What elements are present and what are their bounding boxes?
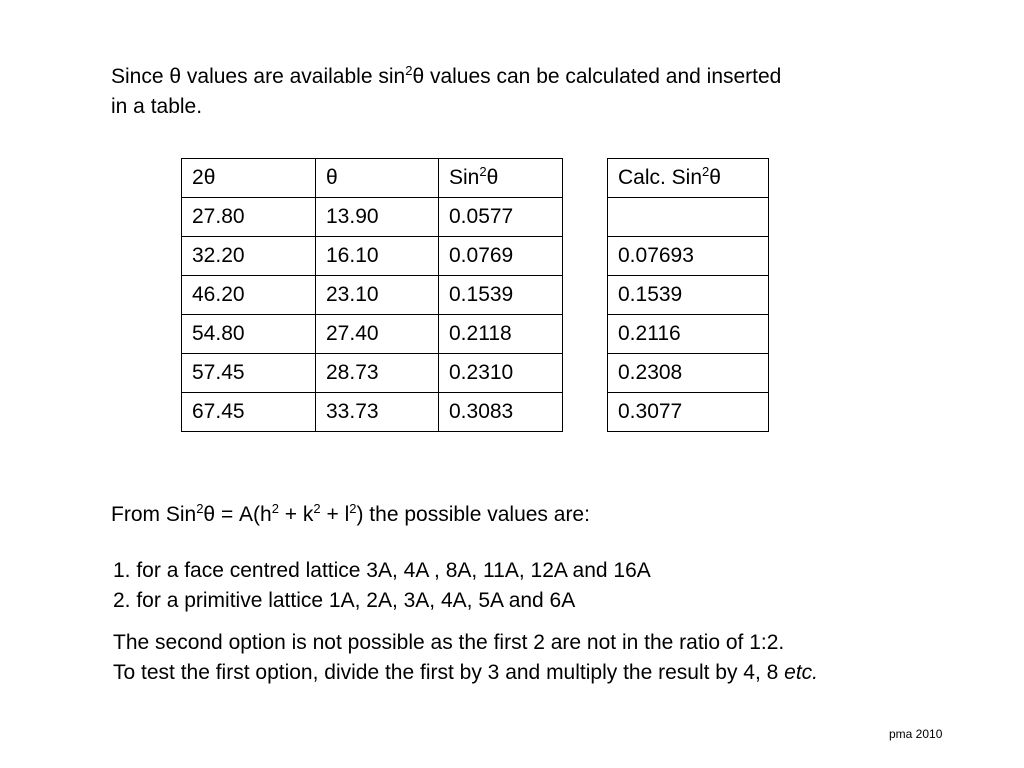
table-cell: 46.20 bbox=[182, 276, 316, 315]
table-row bbox=[608, 276, 769, 315]
table-cell: 67.45 bbox=[182, 393, 316, 432]
formula-text: ) the possible values are: bbox=[356, 503, 590, 526]
table-row bbox=[608, 315, 769, 354]
intro-line-1 bbox=[111, 62, 781, 92]
superscript-2: 2 bbox=[349, 501, 357, 516]
theta-symbol: θ bbox=[203, 166, 216, 189]
table-cell: 27.80 bbox=[182, 198, 316, 237]
superscript-2: 2 bbox=[405, 63, 413, 78]
superscript-2: 2 bbox=[196, 501, 204, 516]
table-row bbox=[608, 198, 769, 237]
table-cell: 28.73 bbox=[316, 354, 439, 393]
table-row bbox=[608, 393, 769, 432]
conclusion-line-1: The second option is not possible as the first 2 are not in the ratio of 1:2. bbox=[113, 631, 785, 654]
table-header-row bbox=[608, 159, 769, 198]
intro-text-a: Since bbox=[111, 65, 170, 88]
table-row bbox=[182, 315, 563, 354]
calc-value-cell: 0.07693 bbox=[608, 237, 769, 276]
header-sin-squared-theta bbox=[439, 159, 563, 198]
formula-text: From Sin bbox=[111, 503, 197, 526]
table-cell: 23.10 bbox=[316, 276, 439, 315]
footer-credit: pma 2010 bbox=[889, 727, 943, 741]
option-face-centred: 1. for a face centred lattice 3A, 4A , 8A, 11A, 12A and 16A bbox=[113, 559, 651, 582]
table-row bbox=[182, 354, 563, 393]
calculated-sin-squared-table bbox=[607, 158, 769, 432]
table-cell: 0.0577 bbox=[439, 198, 563, 237]
table-cell: 16.10 bbox=[316, 237, 439, 276]
table-cell: 0.1539 bbox=[439, 276, 563, 315]
table-cell: 54.80 bbox=[182, 315, 316, 354]
table-header-row bbox=[182, 159, 563, 198]
table-cell: 0.0769 bbox=[439, 237, 563, 276]
theta-symbol: θ bbox=[169, 65, 182, 88]
table-cell: 0.3083 bbox=[439, 393, 563, 432]
calc-value-cell: 0.2308 bbox=[608, 354, 769, 393]
intro-text-b: values are available sin bbox=[181, 65, 406, 88]
header-theta bbox=[316, 159, 439, 198]
theta-symbol: θ bbox=[203, 503, 216, 526]
formula-text: + k bbox=[278, 503, 314, 526]
superscript-2: 2 bbox=[313, 501, 321, 516]
diffraction-data-table bbox=[181, 158, 563, 432]
superscript-2: 2 bbox=[702, 164, 710, 179]
calc-table-body bbox=[608, 159, 769, 432]
calc-value-cell: 0.3077 bbox=[608, 393, 769, 432]
table-cell: 33.73 bbox=[316, 393, 439, 432]
table-cell: 0.2118 bbox=[439, 315, 563, 354]
conclusion-line-2 bbox=[113, 658, 818, 688]
theta-symbol: θ bbox=[412, 65, 425, 88]
table-cell: 57.45 bbox=[182, 354, 316, 393]
conclusion-paragraph bbox=[113, 628, 818, 688]
header-calc-sin-squared-theta bbox=[608, 159, 769, 198]
header-text: 2 bbox=[192, 166, 204, 189]
intro-text-c: values can be calculated and inserted bbox=[424, 65, 782, 88]
option-primitive: 2. for a primitive lattice 1A, 2A, 3A, 4A, 5A and 6A bbox=[113, 589, 576, 612]
table-cell: 32.20 bbox=[182, 237, 316, 276]
header-text: Sin bbox=[449, 166, 480, 189]
header-text: Calc. Sin bbox=[618, 166, 703, 189]
theta-symbol: θ bbox=[709, 166, 721, 189]
table-row bbox=[182, 237, 563, 276]
table-row bbox=[608, 354, 769, 393]
table-cell: 27.40 bbox=[316, 315, 439, 354]
table-row bbox=[182, 198, 563, 237]
calc-value-cell: 0.2116 bbox=[608, 315, 769, 354]
theta-symbol: θ bbox=[486, 166, 499, 189]
formula-text: + l bbox=[320, 503, 350, 526]
table-row bbox=[182, 276, 563, 315]
superscript-2: 2 bbox=[479, 164, 487, 179]
diffraction-table-body bbox=[182, 159, 563, 432]
table-row bbox=[608, 237, 769, 276]
lattice-options-list bbox=[113, 556, 651, 616]
theta-symbol: θ bbox=[326, 166, 338, 189]
header-two-theta bbox=[182, 159, 316, 198]
conclusion-text: To test the first option, divide the first by 3 and multiply the result by 4, 8 bbox=[113, 661, 785, 684]
table-cell: 13.90 bbox=[316, 198, 439, 237]
calc-value-cell bbox=[608, 198, 769, 237]
formula-line bbox=[111, 500, 590, 532]
table-row bbox=[182, 393, 563, 432]
superscript-2: 2 bbox=[271, 501, 279, 516]
calc-value-cell: 0.1539 bbox=[608, 276, 769, 315]
table-cell: 0.2310 bbox=[439, 354, 563, 393]
formula-text: = A(h bbox=[215, 503, 272, 526]
intro-line-2: in a table. bbox=[111, 95, 203, 118]
intro-paragraph bbox=[111, 62, 781, 122]
etc-italic: etc. bbox=[784, 661, 819, 684]
